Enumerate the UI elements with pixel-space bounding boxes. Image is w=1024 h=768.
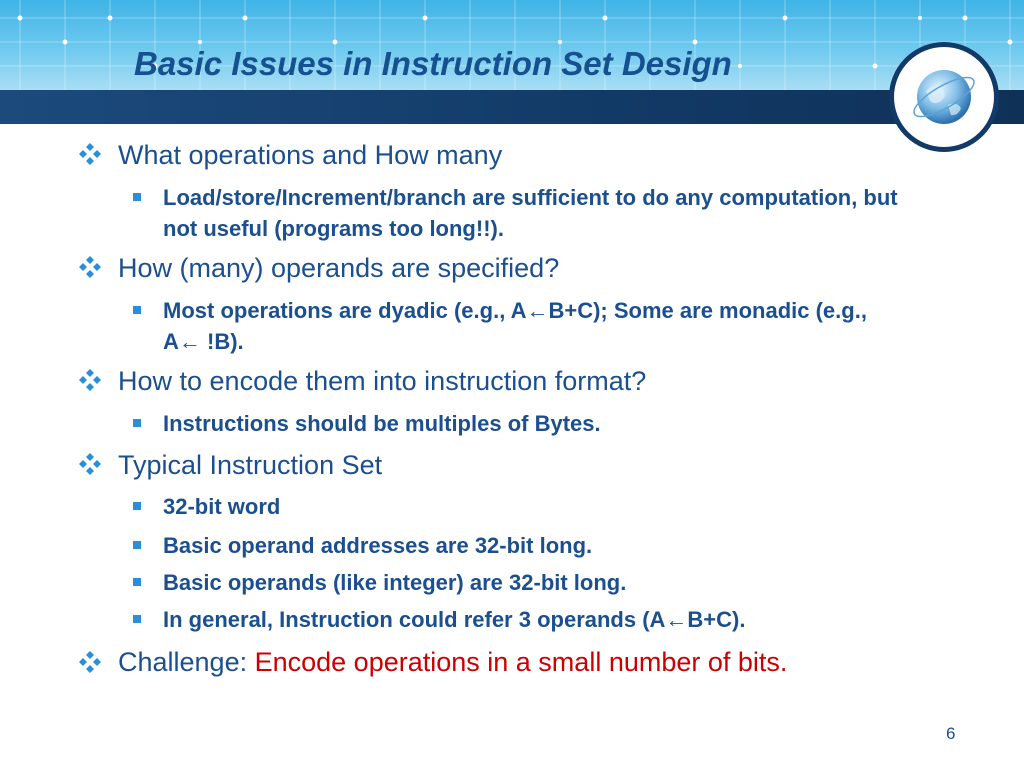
diamond-cluster-icon — [78, 650, 102, 674]
diamond-cluster-icon — [78, 452, 102, 476]
square-bullet-icon — [133, 193, 141, 201]
bullet-level2 — [163, 604, 745, 635]
bullet-level2 — [163, 491, 280, 522]
bullet-text: Basic operand addresses are 32-bit long. — [163, 533, 593, 558]
bullet-level1 — [118, 366, 646, 397]
square-bullet-icon — [133, 502, 141, 510]
bullet-text: Load/store/Increment/branch are sufficient to do any computation, but not useful (programs too long!!). — [163, 185, 898, 241]
bullet-level1 — [118, 253, 559, 284]
square-bullet-icon — [133, 578, 141, 586]
slide-title: Basic Issues in Instruction Set Design — [134, 45, 732, 82]
bullet-text: 32-bit word — [163, 494, 281, 519]
bullet-level2 — [163, 567, 626, 598]
bullet-text: Challenge: — [118, 647, 255, 677]
square-bullet-icon — [133, 306, 141, 314]
square-bullet-icon — [133, 419, 141, 427]
bullet-level1 — [118, 645, 918, 680]
bullet-text: Instructions should be multiples of Bytes. — [163, 411, 601, 436]
bullet-level1 — [118, 140, 502, 171]
bullet-text: Basic operands (like integer) are 32-bit long. — [163, 570, 627, 595]
diamond-cluster-icon — [78, 368, 102, 392]
highlight-text: Encode operations in a small number of bits. — [254, 647, 788, 677]
bullet-level1 — [118, 450, 382, 481]
diamond-cluster-icon — [78, 142, 102, 166]
bullet-level2 — [163, 408, 601, 439]
square-bullet-icon — [133, 541, 141, 549]
diamond-cluster-icon — [78, 255, 102, 279]
bullet-text: Typical Instruction Set — [118, 450, 383, 480]
bullet-text: Most operations are dyadic (e.g., A←B+C); Some are monadic (e.g., A← !B). — [163, 298, 867, 354]
page-number: 6 — [946, 724, 956, 743]
square-bullet-icon — [133, 615, 141, 623]
bullet-level2 — [163, 295, 903, 357]
bullet-level2 — [163, 530, 592, 561]
bullet-level2 — [163, 182, 923, 244]
bullet-text: What operations and How many — [118, 140, 503, 170]
bullet-text: How to encode them into instruction format? — [118, 366, 647, 396]
bullet-text: How (many) operands are specified? — [118, 253, 560, 283]
bullet-text: In general, Instruction could refer 3 operands (A←B+C). — [163, 607, 746, 632]
